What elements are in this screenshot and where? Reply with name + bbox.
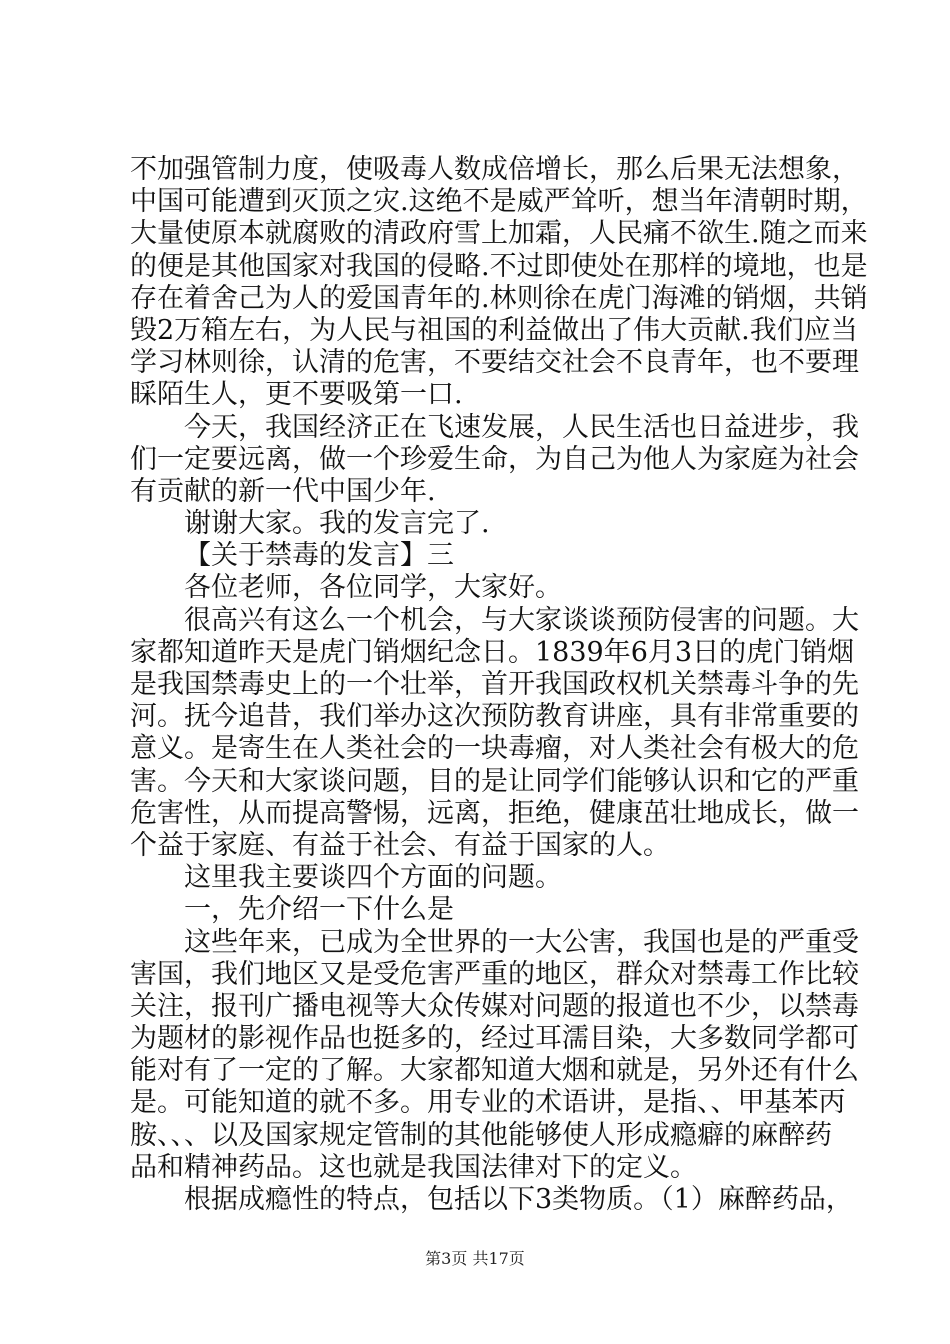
text-line: 不加强管制力度，使吸毒人数成倍增长，那么后果无法想象，: [130, 154, 859, 185]
text-line: 为题材的影视作品也挺多的，经过耳濡目染，大多数同学都可: [130, 1023, 859, 1055]
text-line: 个益于家庭、有益于社会、有益于国家的人。: [130, 829, 670, 861]
text-line: 有贡献的新一代中国少年.: [130, 475, 436, 507]
text-line: 河。抚今追昔，我们举办这次预防教育讲座，具有非常重要的: [130, 701, 859, 733]
text-line: 能对有了一定的了解。大家都知道大烟和就是，另外还有什么: [130, 1055, 859, 1087]
text-line: 家都知道昨天是虎门销烟纪念日。1839年6月3日的虎门销烟: [130, 636, 855, 668]
text-line: 的便是其他国家对我国的侵略.不过即使处在那样的境地，也是: [130, 250, 868, 282]
paragraph-start-line: 这些年来，已成为全世界的一大公害，我国也是的严重受: [184, 926, 859, 958]
text-line: 毁2万箱左右，为人民与祖国的利益做出了伟大贡献.我们应当: [130, 314, 858, 346]
paragraph-start-line: 这里我主要谈四个方面的问题。: [184, 862, 562, 894]
text-line: 害国，我们地区又是受危害严重的地区，群众对禁毒工作比较: [130, 958, 859, 990]
greeting-line: 各位老师，各位同学，大家好。: [184, 572, 562, 604]
text-line: 意义。是寄生在人类社会的一块毒瘤，对人类社会有极大的危: [130, 733, 859, 765]
paragraph-start-line: 根据成瘾性的特点，包括以下3类物质。（1）麻醉药品，: [184, 1184, 853, 1215]
paragraph-start-line: 很高兴有这么一个机会，与大家谈谈预防侵害的问题。大: [184, 604, 859, 636]
text-line: 品和精神药品。这也就是我国法律对下的定义。: [130, 1151, 697, 1183]
text-line: 睬陌生人，更不要吸第一口.: [130, 379, 463, 411]
text-line: 胺、、、以及国家规定管制的其他能够使人形成瘾癖的麻醉药: [130, 1119, 832, 1151]
text-line: 大量使原本就腐败的清政府雪上加霜，人民痛不欲生.随之而来: [130, 218, 868, 250]
text-line: 害。今天和大家谈问题，目的是让同学们能够认识和它的严重: [130, 765, 859, 797]
page-number-footer: 第3页 共17页: [425, 1249, 525, 1268]
text-line: 是。可能知道的就不多。用专业的术语讲，是指、、甲基苯丙: [130, 1087, 846, 1119]
paragraph-start-line: 今天，我国经济正在飞速发展，人民生活也日益进步，我: [184, 411, 859, 443]
subsection-heading: 一，先介绍一下什么是: [184, 894, 454, 926]
text-line: 危害性，从而提高警惕，远离，拒绝，健康茁壮地成长，做一: [130, 797, 859, 829]
section-heading: 【关于禁毒的发言】三: [184, 540, 454, 572]
text-line: 学习林则徐，认清的危害，不要结交社会不良青年，也不要理: [130, 347, 859, 379]
text-line: 存在着舍己为人的爱国青年的.林则徐在虎门海滩的销烟，共销: [130, 282, 868, 314]
text-line: 是我国禁毒史上的一个壮举，首开我国政权机关禁毒斗争的先: [130, 669, 859, 700]
text-line: 们一定要远离，做一个珍爱生命，为自己为他人为家庭为社会: [130, 443, 859, 475]
paragraph-start-line: 谢谢大家。我的发言完了.: [184, 508, 490, 540]
document-body: [130, 154, 868, 1216]
text-line: 关注，报刊广播电视等大众传媒对问题的报道也不少，以禁毒: [130, 990, 859, 1022]
text-line: 中国可能遭到灭顶之灾.这绝不是威严耸听，想当年清朝时期，: [130, 186, 868, 218]
